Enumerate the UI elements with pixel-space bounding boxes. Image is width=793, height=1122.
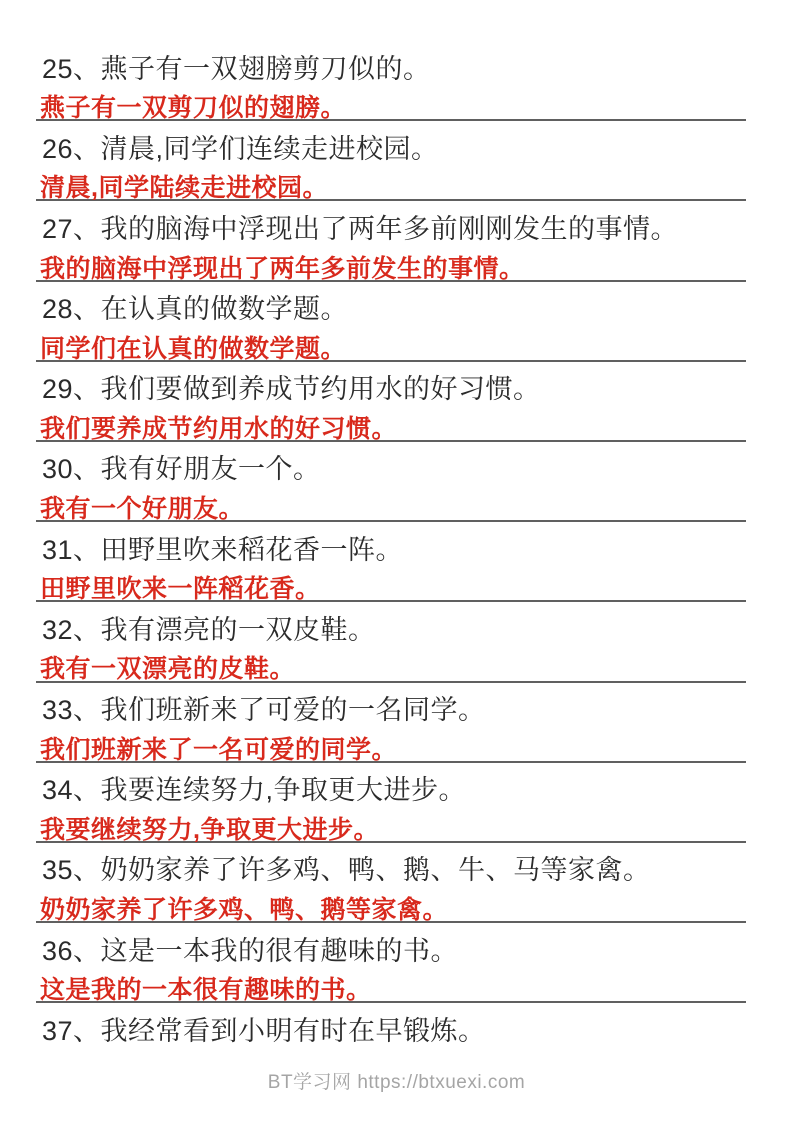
footer-credit: BT学习网 https://btxuexi.com (267, 1072, 526, 1094)
exercise-item-35 (0, 848, 793, 928)
answer-line: 我的脑海中浮现出了两年多前发生的事情。 (40, 254, 525, 283)
question-line: 34、我要连续努力,争取更大进步。 (42, 775, 467, 806)
answer-line: 燕子有一双剪刀似的翅膀。 (40, 94, 347, 123)
exercise-item-28 (0, 287, 793, 367)
answer-row (0, 86, 793, 126)
answer-row (0, 487, 793, 527)
exercise-item-30 (0, 447, 793, 527)
exercise-item-26 (0, 126, 793, 206)
exercise-item-27 (0, 206, 793, 286)
answer-line: 清晨,同学陆续走进校园。 (40, 174, 328, 203)
exercise-item-33 (0, 688, 793, 768)
answer-row (0, 166, 793, 206)
answer-line: 田野里吹来一阵稻花香。 (40, 575, 321, 604)
question-line: 27、我的脑海中浮现出了两年多前刚刚发生的事情。 (42, 213, 679, 244)
question-line: 28、在认真的做数学题。 (42, 294, 349, 325)
question-line: 36、这是一本我的很有趣味的书。 (42, 935, 459, 966)
question-line: 30、我有好朋友一个。 (42, 454, 321, 485)
answer-row (0, 728, 793, 768)
answer-row (0, 246, 793, 286)
answer-line: 我要继续努力,争取更大进步。 (40, 815, 379, 844)
answer-row (0, 407, 793, 447)
question-line: 35、奶奶家养了许多鸡、鸭、鹅、牛、马等家禽。 (42, 855, 651, 886)
exercise-item-37 (0, 1008, 793, 1048)
exercise-item-25 (0, 46, 793, 126)
exercise-item-32 (0, 607, 793, 687)
question-line: 25、燕子有一双翅膀剪刀似的。 (42, 53, 431, 84)
question-line: 33、我们班新来了可爱的一名同学。 (42, 695, 486, 726)
answer-line: 我有一个好朋友。 (40, 495, 245, 524)
answer-line: 我有一双漂亮的皮鞋。 (40, 655, 296, 684)
exercise-item-31 (0, 527, 793, 607)
question-line: 29、我们要做到养成节约用水的好习惯。 (42, 374, 541, 405)
answer-row (0, 808, 793, 848)
answer-line: 这是我的一本很有趣味的书。 (40, 976, 372, 1005)
question-line: 31、田野里吹来稻花香一阵。 (42, 534, 404, 565)
answer-row (0, 327, 793, 367)
answer-line: 我们要养成节约用水的好习惯。 (40, 414, 398, 443)
exercise-item-36 (0, 928, 793, 1008)
answer-row (0, 968, 793, 1008)
answer-line: 我们班新来了一名可爱的同学。 (40, 735, 398, 764)
answer-row (0, 567, 793, 607)
answer-row (0, 888, 793, 928)
question-line: 32、我有漂亮的一双皮鞋。 (42, 614, 376, 645)
exercise-item-34 (0, 768, 793, 848)
question-line: 26、清晨,同学们连续走进校园。 (42, 133, 439, 164)
question-line: 37、我经常看到小明有时在早锻炼。 (42, 1015, 486, 1046)
answer-row (0, 647, 793, 687)
exercise-item-29 (0, 367, 793, 447)
answer-line: 同学们在认真的做数学题。 (40, 334, 347, 363)
answer-line: 奶奶家养了许多鸡、鸭、鹅等家禽。 (40, 896, 449, 925)
